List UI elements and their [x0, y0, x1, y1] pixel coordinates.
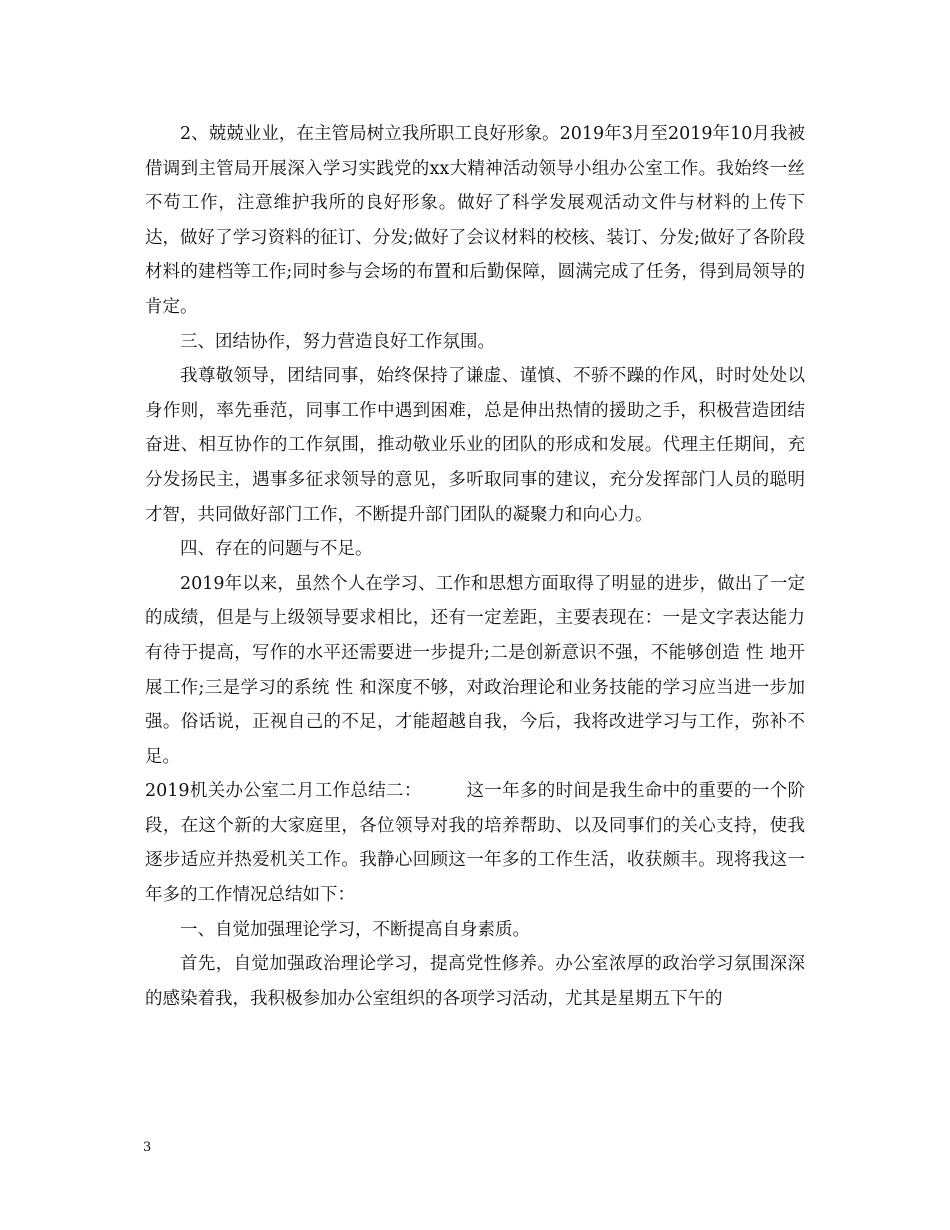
section-heading-problems: 四、存在的问题与不足。	[180, 539, 373, 560]
paragraph-summary-two-intro: 2019机关办公室二月工作总结二： 这一年多的时间是我生命中的重要的一个阶段，在这个新的大家庭里，各位领导对我的培养帮助、以及同事们的关心支持，使我逐步适应并热爱机关工作。我静心回顾这一年多的工作生活，收获颇丰。现将我这一年多的工作情况总结如下：	[145, 781, 805, 906]
section-heading-theory-study: 一、自觉加强理论学习，不断提高自身素质。	[180, 919, 530, 940]
page-number: 3	[143, 1140, 152, 1155]
paragraph-work-image: 2、兢兢业业，在主管局树立我所职工良好形象。2019年3月至2019年10月我被借调到主管局开展深入学习实践党的xx大精神活动领导小组办公室工作。我始终一丝不苟工作，注意维护我所的良好形象。做好了科学发展观活动文件与材料的上传下达，做好了学习资料的征订、分发;做好了会议材料的校核、装订、分发;做好了各阶段材料的建档等工作;同时参与会场的布置和后勤保障，圆满完成了任务，得到局领导的肯定。	[145, 124, 805, 317]
paragraph-problems: 2019年以来，虽然个人在学习、工作和思想方面取得了明显的进步，做出了一定的成绩，但是与上级领导要求相比，还有一定差距，主要表现在：一是文字表达能力有待于提高，写作的水平还需要进一步提升;二是创新意识不强，不能够创造 性 地开展工作;三是学习的系统 性 和深度不够，对政治理论和业务技能的学习应当进一步加强。俗话说，正视自己的不足，才能超越自我，今后，我将改进学习与工作，弥补不足。	[145, 573, 805, 767]
document-body	[145, 117, 805, 1016]
paragraph-teamwork: 我尊敬领导，团结同事，始终保持了谦虚、谨慎、不骄不躁的作风，时时处处以身作则，率先垂范，同事工作中遇到困难，总是伸出热情的援助之手，积极营造团结奋进、相互协作的工作氛围，推动敬业乐业的团队的形成和发展。代理主任期间，充分发扬民主，遇事多征求领导的意见，多听取同事的建议，充分发挥部门人员的聪明才智，共同做好部门工作，不断提升部门团队的凝聚力和向心力。	[145, 366, 805, 525]
paragraph-theory-study: 首先，自觉加强政治理论学习，提高党性修养。办公室浓厚的政治学习氛围深深的感染着我，我积极参加办公室组织的各项学习活动，尤其是星期五下午的	[145, 954, 805, 1009]
section-heading-teamwork: 三、团结协作，努力营造良好工作氛围。	[180, 331, 495, 352]
